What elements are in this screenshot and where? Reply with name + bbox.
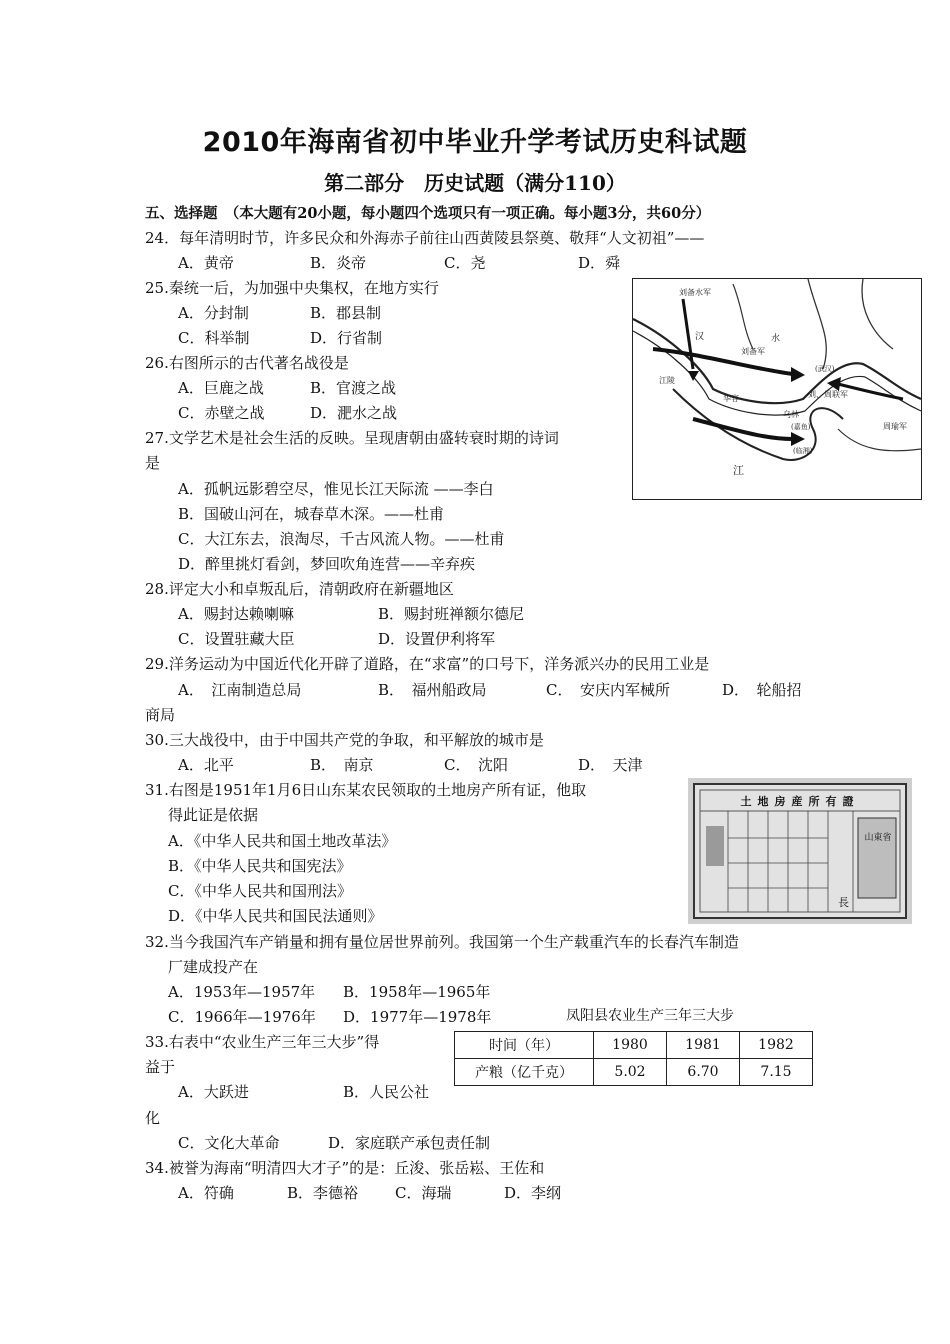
table-row <box>455 1032 813 1059</box>
q26-option-d: D．淝水之战 <box>310 404 398 422</box>
q28-option-c: C．设置驻藏大臣 <box>178 630 295 648</box>
table-cell: 6.70 <box>667 1059 740 1086</box>
exam-title: 2010年海南省初中毕业升学考试历史科试题 <box>202 127 748 158</box>
q27-option-d: D．醉里挑灯看剑，梦回吹角连营——辛弃疾 <box>178 555 476 573</box>
q27-option-c: C．大江东去，浪淘尽，千古风流人物。——杜甫 <box>178 530 505 548</box>
label-zhouyu-army: 周瑜军 <box>883 422 907 431</box>
q34-option-d: D．李纲 <box>504 1184 562 1202</box>
table-cell: 5.02 <box>594 1059 667 1086</box>
label-wulin: 乌林 <box>783 410 799 419</box>
label-jiangling: 江陵 <box>659 376 675 385</box>
q26-option-a: A．巨鹿之战 <box>178 379 264 397</box>
q30-option-b: B． 南京 <box>310 756 374 774</box>
q24-option-b: B．炎帝 <box>310 254 367 272</box>
q27-stem: 27.文学艺术是社会生活的反映。呈现唐朝由盛转衰时期的诗词 <box>145 429 559 447</box>
q32-option-a: A．1953年—1957年 <box>168 983 316 1001</box>
q32-stem-cont: 厂建成投产在 <box>168 958 259 976</box>
q34-option-b: B．李德裕 <box>287 1184 359 1202</box>
q28-option-d: D．设置伊利将军 <box>378 630 496 648</box>
q30-option-d: D． 天津 <box>578 756 643 774</box>
label-linxiang: (临湘) <box>793 447 813 455</box>
q33-stem: 33.右表中“农业生产三年三大步”得 <box>145 1033 380 1051</box>
q30-option-a: A．北平 <box>178 756 234 774</box>
yield-table <box>454 1031 813 1086</box>
label-wuhan: (武汉) <box>815 365 835 373</box>
q34-option-c: C．海瑞 <box>395 1184 452 1202</box>
table-header-cell: 1981 <box>667 1032 740 1059</box>
battle-map-figure <box>632 278 922 500</box>
q25-option-b: B．郡县制 <box>310 304 382 322</box>
q33-option-b: B．人民公社 <box>343 1083 430 1101</box>
q31-option-a: A．《中华人民共和国土地改革法》 <box>168 832 397 850</box>
table-cell: 产粮（亿千克） <box>455 1059 594 1086</box>
q29-option-b: B． 福州船政局 <box>378 681 487 699</box>
q32-option-b: B．1958年—1965年 <box>343 983 491 1001</box>
certificate-heading: 土地房産所有證 <box>740 795 860 808</box>
table-row <box>455 1059 813 1086</box>
label-liubei-army: 刘备军 <box>741 347 765 356</box>
q24-option-a: A．黄帝 <box>178 254 234 272</box>
label-liubei-navy: 刘备水军 <box>679 288 711 297</box>
q28-option-b: B．赐封班禅额尔德尼 <box>378 605 525 623</box>
part-subtitle: 第二部分 历史试题（满分110） <box>324 171 626 195</box>
q34-option-a: A．符确 <box>178 1184 234 1202</box>
q24-option-c: C．尧 <box>444 254 486 272</box>
q29-option-c: C． 安庆内军械所 <box>546 681 670 699</box>
land-certificate <box>688 778 912 924</box>
q31-stem: 31.右图是1951年1月6日山东某农民领取的土地房产所有证，他取 <box>145 781 587 799</box>
certificate-seal: 長 <box>838 896 849 909</box>
q28-option-a: A．赐封达赖喇嘛 <box>178 605 294 623</box>
q31-option-d: D．《中华人民共和国民法通则》 <box>168 907 383 925</box>
table-header-cell: 1982 <box>740 1032 813 1059</box>
q30-stem: 30.三大战役中，由于中国共产党的争取，和平解放的城市是 <box>145 731 544 749</box>
q25-option-a: A．分封制 <box>178 304 249 322</box>
q33-option-d: D．家庭联产承包责任制 <box>328 1134 491 1152</box>
q26-option-c: C．赤壁之战 <box>178 404 265 422</box>
label-huarong: 华容 <box>723 394 739 403</box>
q32-stem: 32.当今我国汽车产销量和拥有量位居世界前列。我国第一个生产载重汽车的长春汽车制造 <box>145 933 739 951</box>
q25-option-d: D．行省制 <box>310 329 383 347</box>
table-cell: 7.15 <box>740 1059 813 1086</box>
yield-table-caption: 凤阳县农业生产三年三大步 <box>566 1008 734 1024</box>
label-jiayu: (嘉鱼) <box>791 423 811 431</box>
certificate-county: 山東省 <box>864 833 892 843</box>
table-header-cell: 时间（年） <box>455 1032 594 1059</box>
q31-stem-cont: 得此证是依据 <box>168 806 259 824</box>
section-instructions: 五、选择题 （本大题有20小题，每小题四个选项只有一项正确。每小题3分，共60分） <box>145 205 711 222</box>
q25-option-c: C．科举制 <box>178 329 250 347</box>
label-allied-army: 刘、周联军 <box>808 390 848 399</box>
q29-option-d: D． 轮船招 <box>722 681 802 699</box>
q28-stem: 28.评定大小和卓叛乱后，清朝政府在新疆地区 <box>145 580 454 598</box>
q32-option-c: C．1966年—1976年 <box>168 1008 316 1026</box>
q29-option-a: A． 江南制造总局 <box>178 681 302 699</box>
label-jiang: 江 <box>733 464 744 477</box>
q27-stem-cont: 是 <box>145 454 161 472</box>
q27-option-b: B．国破山河在，城春草木深。——杜甫 <box>178 505 445 523</box>
q27-option-a: A．孤帆远影碧空尽，惟见长江天际流 ——李白 <box>178 480 494 498</box>
q34-stem: 34.被誉为海南“明清四大才子”的是：丘浚、张岳崧、王佐和 <box>145 1159 545 1177</box>
q29-option-d-cont: 商局 <box>145 706 176 724</box>
q26-stem: 26.右图所示的古代著名战役是 <box>145 354 349 372</box>
q31-option-b: B．《中华人民共和国宪法》 <box>168 857 352 875</box>
q25-stem: 25.秦统一后，为加强中央集权，在地方实行 <box>145 279 439 297</box>
q33-option-b-cont: 化 <box>145 1109 161 1127</box>
q33-stem-cont: 益于 <box>145 1058 176 1076</box>
label-han: 汉 <box>695 332 705 342</box>
q24-stem: 24．每年清明时节，许多民众和外海赤子前往山西黄陵县祭奠、敬拜“人文初祖”—— <box>145 229 705 247</box>
q24-option-d: D．舜 <box>578 254 621 272</box>
q32-option-d: D．1977年—1978年 <box>343 1008 492 1026</box>
q30-option-c: C． 沈阳 <box>444 756 508 774</box>
land-certificate-figure <box>688 778 912 924</box>
table-header-cell: 1980 <box>594 1032 667 1059</box>
q29-stem: 29.洋务运动为中国近代化开辟了道路，在“求富”的口号下，洋务派兴办的民用工业是 <box>145 655 710 673</box>
q26-option-b: B．官渡之战 <box>310 379 397 397</box>
battle-map <box>633 279 921 499</box>
q31-option-c: C．《中华人民共和国刑法》 <box>168 882 352 900</box>
label-shui: 水 <box>771 334 781 344</box>
q33-option-a: A．大跃进 <box>178 1083 249 1101</box>
q33-option-c: C．文化大革命 <box>178 1134 280 1152</box>
